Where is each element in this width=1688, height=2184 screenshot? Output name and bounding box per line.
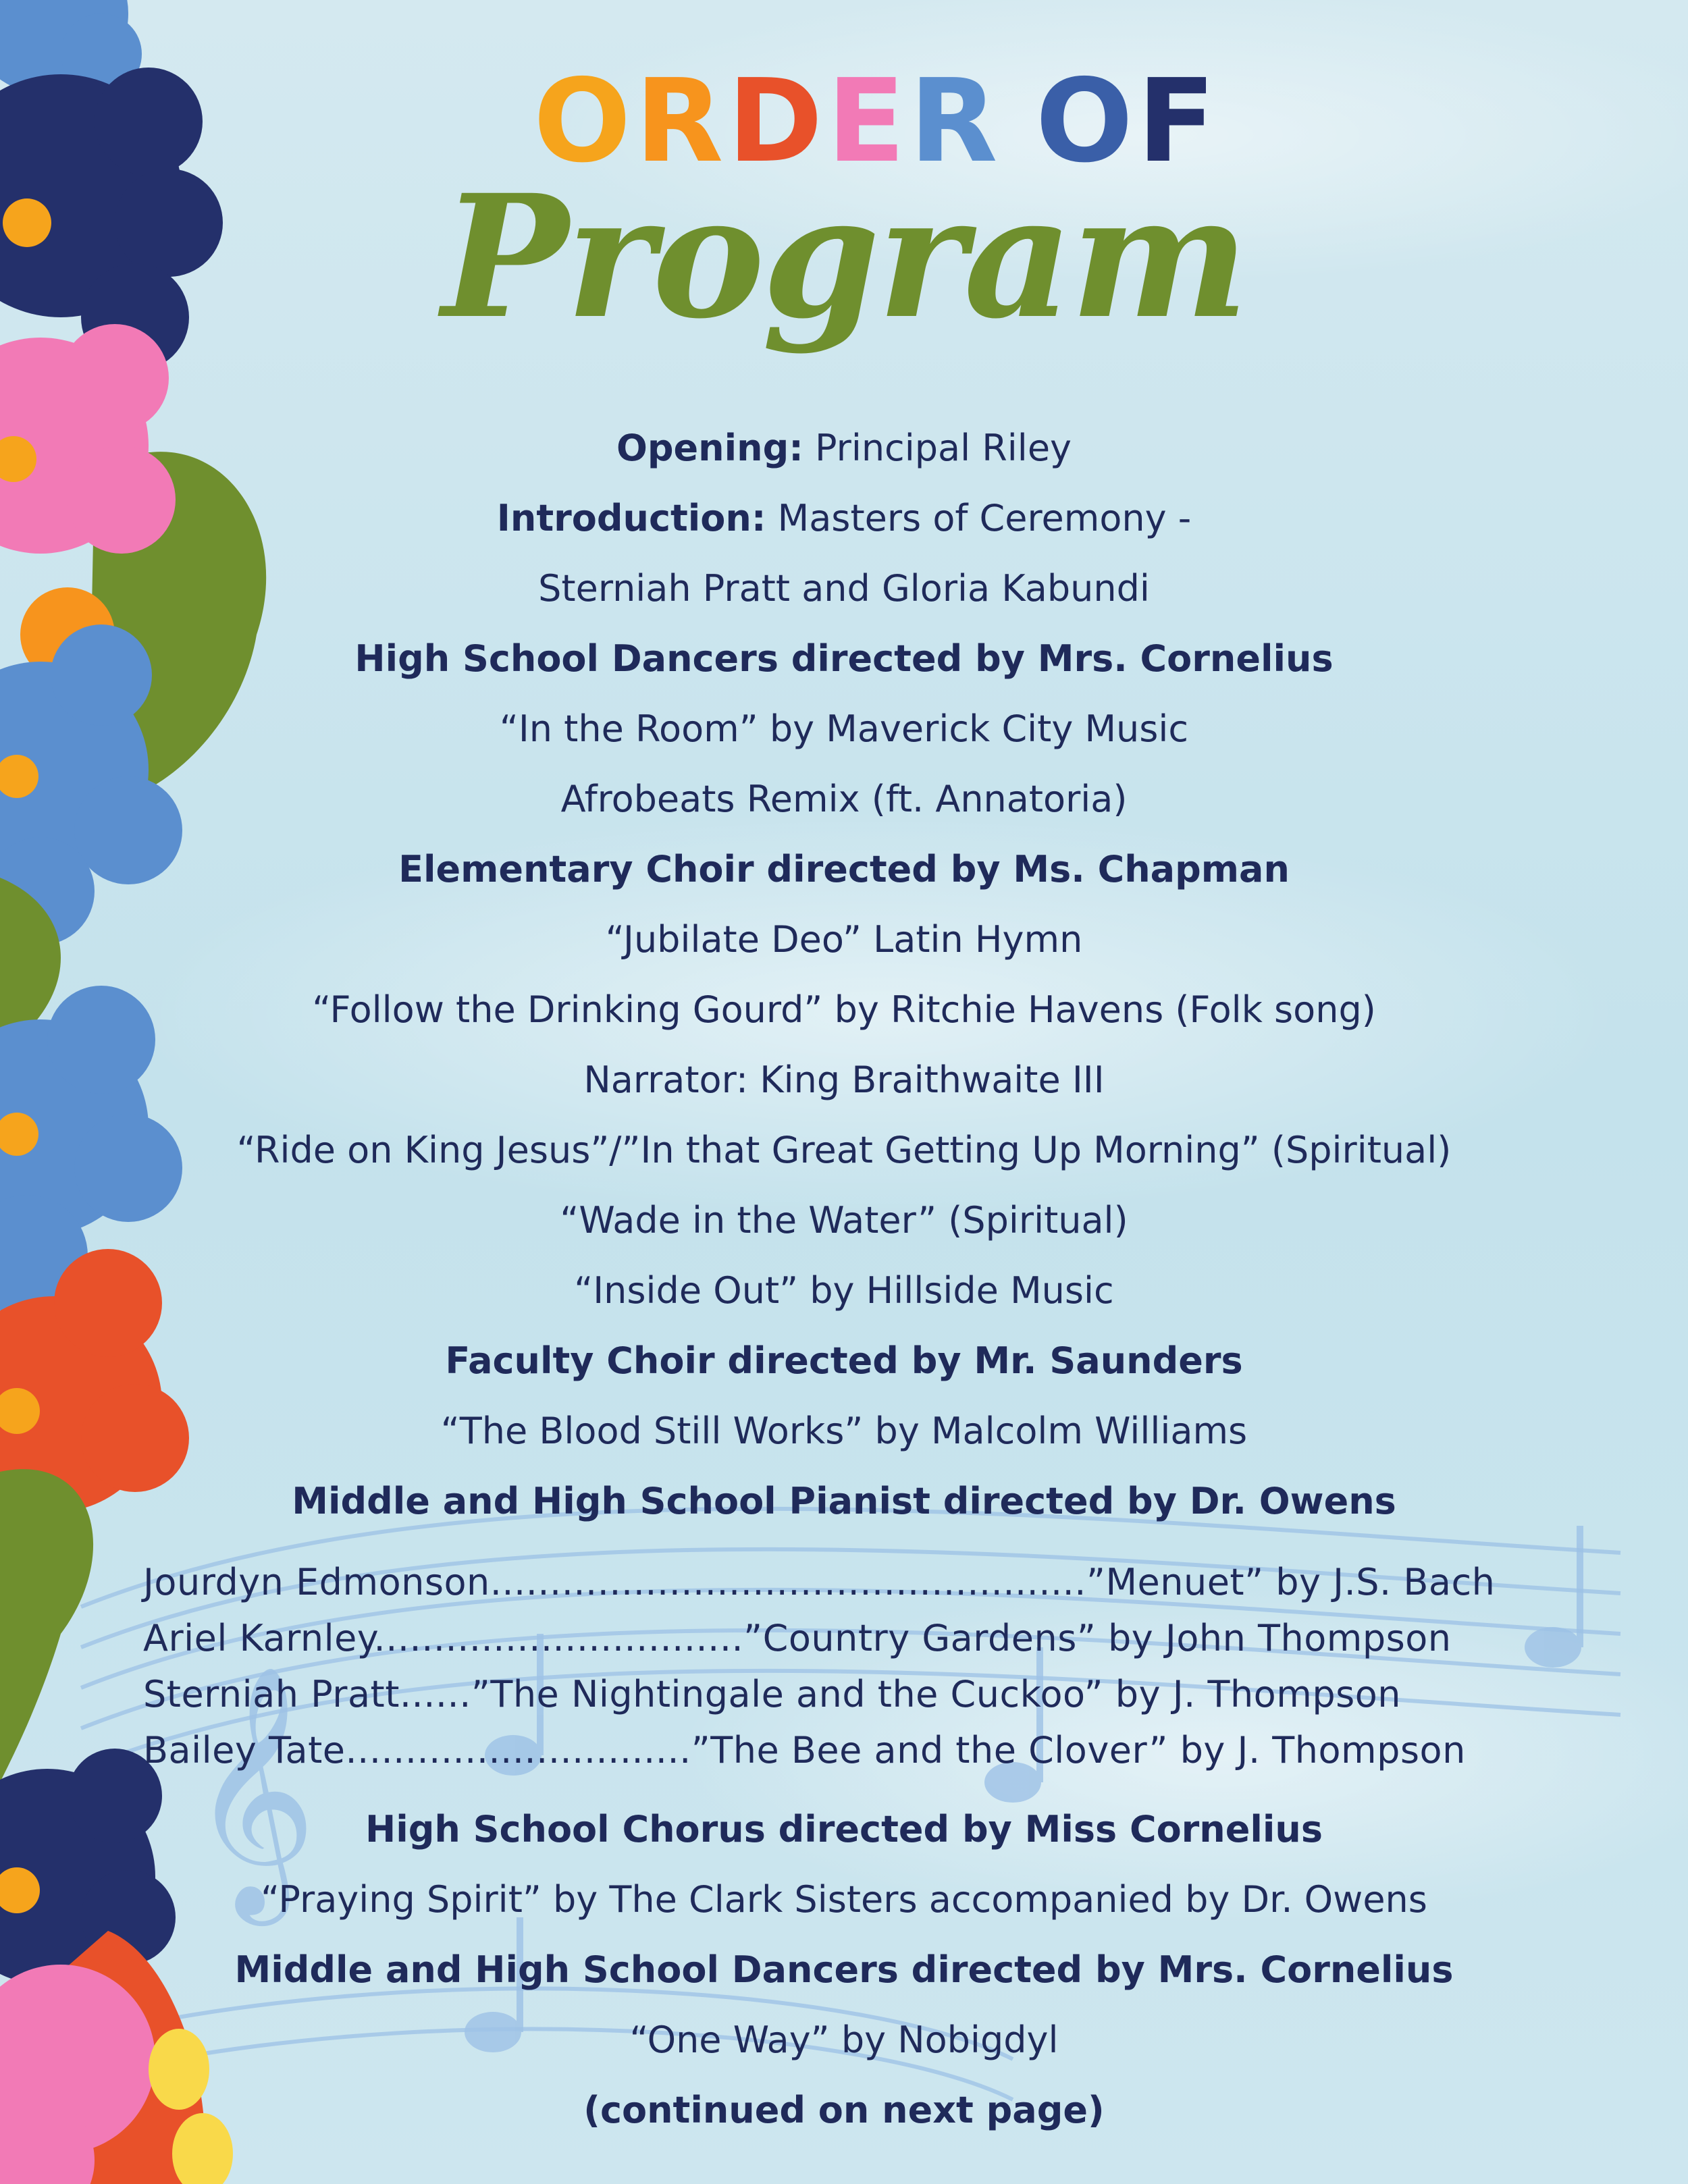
pianist-row: Sterniah Pratt......”The Nightingale and the Cuckoo” by J. Thompson	[143, 1673, 1401, 1715]
faculty-choir-heading: Faculty Choir directed by Mr. Saunders	[445, 1339, 1243, 1382]
opening-line	[135, 427, 1553, 471]
program-item: “In the Room” by Maverick City Music	[499, 708, 1189, 750]
program-item: “Ride on King Jesus”/”In that Great Getting Up Morning” (Spiritual)	[236, 1129, 1452, 1171]
program-item: “Praying Spirit” by The Clark Sisters accompanied by Dr. Owens	[261, 1878, 1427, 1921]
svg-text:𝄞: 𝄞	[189, 1663, 317, 1915]
introduction-value: Masters of Ceremony -	[777, 497, 1192, 539]
continued-note: (continued on next page)	[583, 2089, 1105, 2131]
title-letter: R	[909, 55, 1002, 188]
program-item: “Inside Out” by Hillside Music	[574, 1269, 1114, 1312]
title-letter: O	[533, 55, 635, 188]
introduction-line	[135, 497, 1553, 541]
program-item: Afrobeats Remix (ft. Annatoria)	[560, 778, 1128, 820]
hs-chorus-heading: High School Chorus directed by Miss Cornelius	[365, 1808, 1323, 1850]
pianist-heading: Middle and High School Pianist directed by Dr. Owens	[292, 1480, 1396, 1522]
title-program: Program	[442, 157, 1246, 356]
introduction-names: Sterniah Pratt and Gloria Kabundi	[538, 567, 1150, 610]
program-item: “The Blood Still Works” by Malcolm Williams	[440, 1410, 1248, 1452]
opening-label: Opening:	[616, 427, 803, 469]
program-item: Narrator: King Braithwaite III	[583, 1059, 1105, 1101]
title-letter: D	[727, 55, 827, 188]
pianist-row: Bailey Tate.............................”The Bee and the Clover” by J. Thompson	[143, 1729, 1466, 1772]
title-letter: E	[826, 55, 909, 188]
mhs-dancers-heading: Middle and High School Dancers directed by Mrs. Cornelius	[234, 1948, 1454, 1991]
pianist-row: Ariel Karnley...............................”Country Gardens” by John Thompson	[143, 1617, 1452, 1659]
title-letter: R	[635, 55, 728, 188]
program-item: “One Way” by Nobigdyl	[629, 2019, 1059, 2061]
elementary-choir-heading: Elementary Choir directed by Ms. Chapman	[398, 848, 1290, 890]
program-item: “Jubilate Deo” Latin Hymn	[605, 918, 1083, 961]
title-letter: F	[1137, 55, 1220, 188]
pianist-row: Jourdyn Edmonson..................................................”Menuet” by J.S. Bach	[143, 1561, 1496, 1603]
program-item: “Follow the Drinking Gourd” by Ritchie Havens (Folk song)	[312, 988, 1376, 1031]
title-letter: O	[1035, 55, 1138, 188]
hs-dancers-heading: High School Dancers directed by Mrs. Cornelius	[354, 637, 1334, 680]
program-item: “Wade in the Water” (Spiritual)	[560, 1199, 1128, 1242]
opening-value: Principal Riley	[815, 427, 1072, 469]
introduction-label: Introduction:	[496, 497, 766, 539]
